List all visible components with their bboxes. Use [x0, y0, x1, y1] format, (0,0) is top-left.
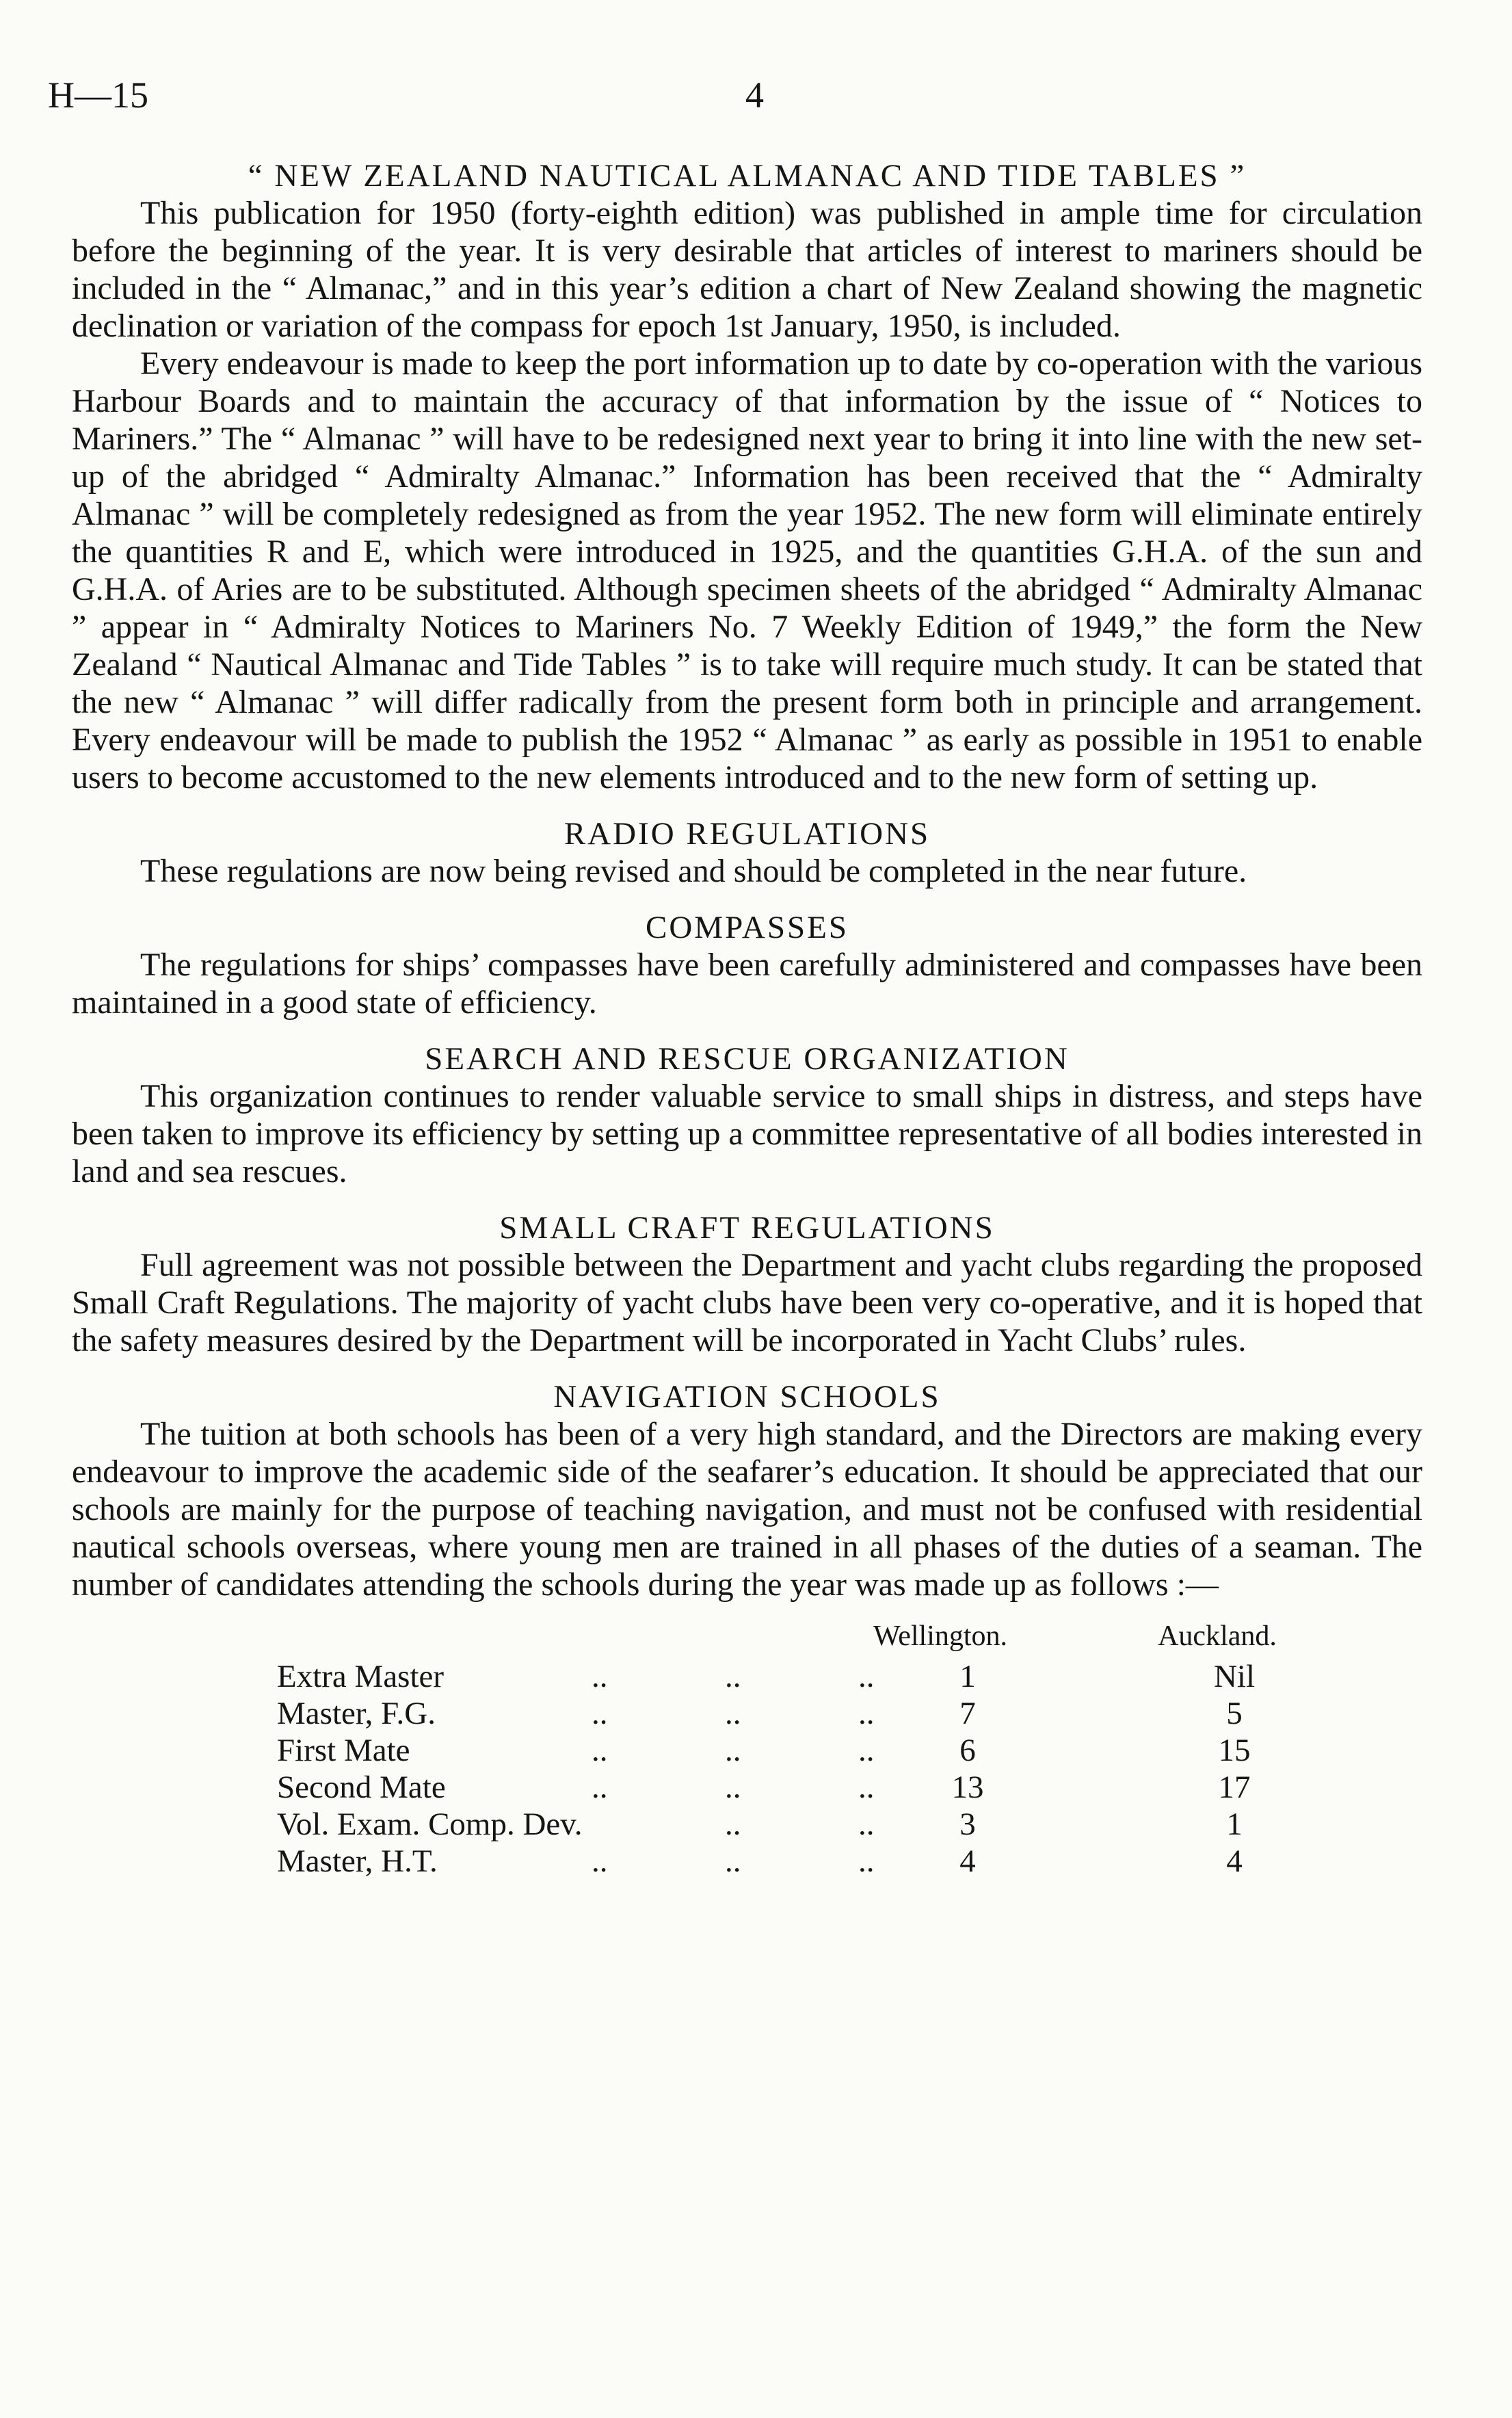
- table-row: [72, 1732, 1422, 1769]
- section-title-compasses: COMPASSES: [646, 910, 849, 946]
- document-reference: H—15: [48, 75, 148, 116]
- leader-dots: ..: [725, 1806, 741, 1843]
- navigation-schools-paragraph: The tuition at both schools has been of a very high standard, and the Directors are making every endeavour to improve the academic side of the seafarer’s education. It should be appreciated that our schools are mainly for the purpose of teaching navigation, and must not be confused with residential nautical schools overseas, where young men are trained in all phases of the duties of a seaman. The number of candidates attending the schools during the year was made up as follows :—: [72, 1416, 1422, 1603]
- auckland-value: 1: [1226, 1806, 1243, 1843]
- wellington-value: 13: [951, 1770, 984, 1806]
- wellington-value: 1: [959, 1659, 976, 1695]
- leader-dots: ..: [592, 1843, 608, 1880]
- column-header-auckland: Auckland.: [1158, 1620, 1277, 1653]
- wellington-value: 4: [959, 1843, 976, 1880]
- auckland-value: 15: [1218, 1733, 1251, 1769]
- compasses-paragraph: The regulations for ships’ compasses have been carefully administered and compasses have been maintained in a good state of efficiency.: [72, 947, 1422, 1021]
- leader-dots: ..: [725, 1770, 741, 1806]
- column-header-wellington: Wellington.: [873, 1620, 1008, 1653]
- section-title-almanac: “ NEW ZEALAND NAUTICAL ALMANAC AND TIDE TABLES ”: [248, 158, 1247, 194]
- auckland-value: Nil: [1213, 1659, 1256, 1695]
- row-label: Vol. Exam. Comp. Dev.: [277, 1806, 583, 1843]
- leader-dots: ..: [858, 1696, 875, 1732]
- leader-dots: ..: [592, 1770, 608, 1806]
- small-craft-paragraph: Full agreement was not possible between the Department and yacht clubs regarding the proposed Small Craft Regulations. The majority of yacht clubs have been very co-operative, and it is hoped that the safety measures desired by the Department will be incorporated in Yacht Clubs’ rules.: [72, 1247, 1422, 1359]
- leader-dots: ..: [725, 1659, 741, 1695]
- almanac-paragraph-2: Every endeavour is made to keep the port information up to date by co-operation with the various Harbour Boards and to maintain the accuracy of that information by the issue of “ Notices to Mariners.” The “ Almanac ” will have to be redesigned next year to bring it into line with the new set-up of the abridged “ Admiralty Almanac.” Information has been received that the “ Admiralty Almanac ” will be completely redesigned as from the year 1952. The new form will eliminate entirely the quantities R and E, which were introduced in 1925, and the quantities G.H.A. of the sun and G.H.A. of Aries are to be substituted. Although specimen sheets of the abridged “ Admiralty Almanac ” appear in “ Admiralty Notices to Mariners No. 7 Weekly Edition of 1949,” the form the New Zealand “ Nautical Almanac and Tide Tables ” is to take will require much study. It can be stated that the new “ Almanac ” will differ radically from the present form both in principle and arrangement. Every endeavour will be made to publish the 1952 “ Almanac ” as early as possible in 1951 to enable users to become accustomed to the new elements introduced and to the new form of setting up.: [72, 345, 1422, 796]
- auckland-value: 17: [1218, 1770, 1251, 1806]
- wellington-value: 3: [959, 1806, 976, 1843]
- page-number: 4: [745, 75, 764, 116]
- auckland-value: 5: [1226, 1696, 1243, 1732]
- page-body: [72, 157, 1422, 1880]
- leader-dots: ..: [592, 1733, 608, 1769]
- row-label: First Mate: [277, 1733, 410, 1769]
- section-title-radio: RADIO REGULATIONS: [563, 816, 931, 852]
- section-title-search-rescue: SEARCH AND RESCUE ORGANIZATION: [425, 1041, 1070, 1077]
- candidates-table: [72, 1616, 1422, 1880]
- almanac-paragraph-1: This publication for 1950 (forty-eighth edition) was published in ample time for circulation before the beginning of the year. It is very desirable that articles of interest to mariners should be included in the “ Almanac,” and in this year’s edition a chart of New Zealand showing the magnetic declination or variation of the compass for epoch 1st January, 1950, is included.: [72, 195, 1422, 345]
- row-label: Second Mate: [277, 1770, 446, 1806]
- leader-dots: ..: [858, 1843, 875, 1880]
- row-label: Extra Master: [277, 1659, 445, 1695]
- leader-dots: ..: [858, 1770, 875, 1806]
- auckland-value: 4: [1226, 1843, 1243, 1880]
- leader-dots: ..: [858, 1733, 875, 1769]
- table-row: [72, 1769, 1422, 1806]
- leader-dots: ..: [592, 1696, 608, 1732]
- section-title-navigation-schools: NAVIGATION SCHOOLS: [553, 1379, 941, 1415]
- leader-dots: ..: [858, 1806, 875, 1843]
- wellington-value: 6: [959, 1733, 976, 1769]
- leader-dots: ..: [725, 1696, 741, 1732]
- table-row: [72, 1806, 1422, 1843]
- leader-dots: ..: [592, 1659, 608, 1695]
- table-row: [72, 1843, 1422, 1880]
- table-row: [72, 1658, 1422, 1695]
- leader-dots: ..: [725, 1843, 741, 1880]
- row-label: Master, H.T.: [277, 1843, 438, 1880]
- radio-paragraph: These regulations are now being revised and should be completed in the near future.: [140, 853, 1247, 890]
- table-row: [72, 1695, 1422, 1732]
- leader-dots: ..: [858, 1659, 875, 1695]
- search-rescue-paragraph: This organization continues to render valuable service to small ships in distress, and steps have been taken to improve its efficiency by setting up a committee representative of all bodies interested in land and sea rescues.: [72, 1078, 1422, 1190]
- wellington-value: 7: [959, 1696, 976, 1732]
- row-label: Master, F.G.: [277, 1696, 436, 1732]
- table-header-row: [72, 1616, 1422, 1658]
- section-title-small-craft: SMALL CRAFT REGULATIONS: [499, 1210, 995, 1246]
- leader-dots: ..: [725, 1733, 741, 1769]
